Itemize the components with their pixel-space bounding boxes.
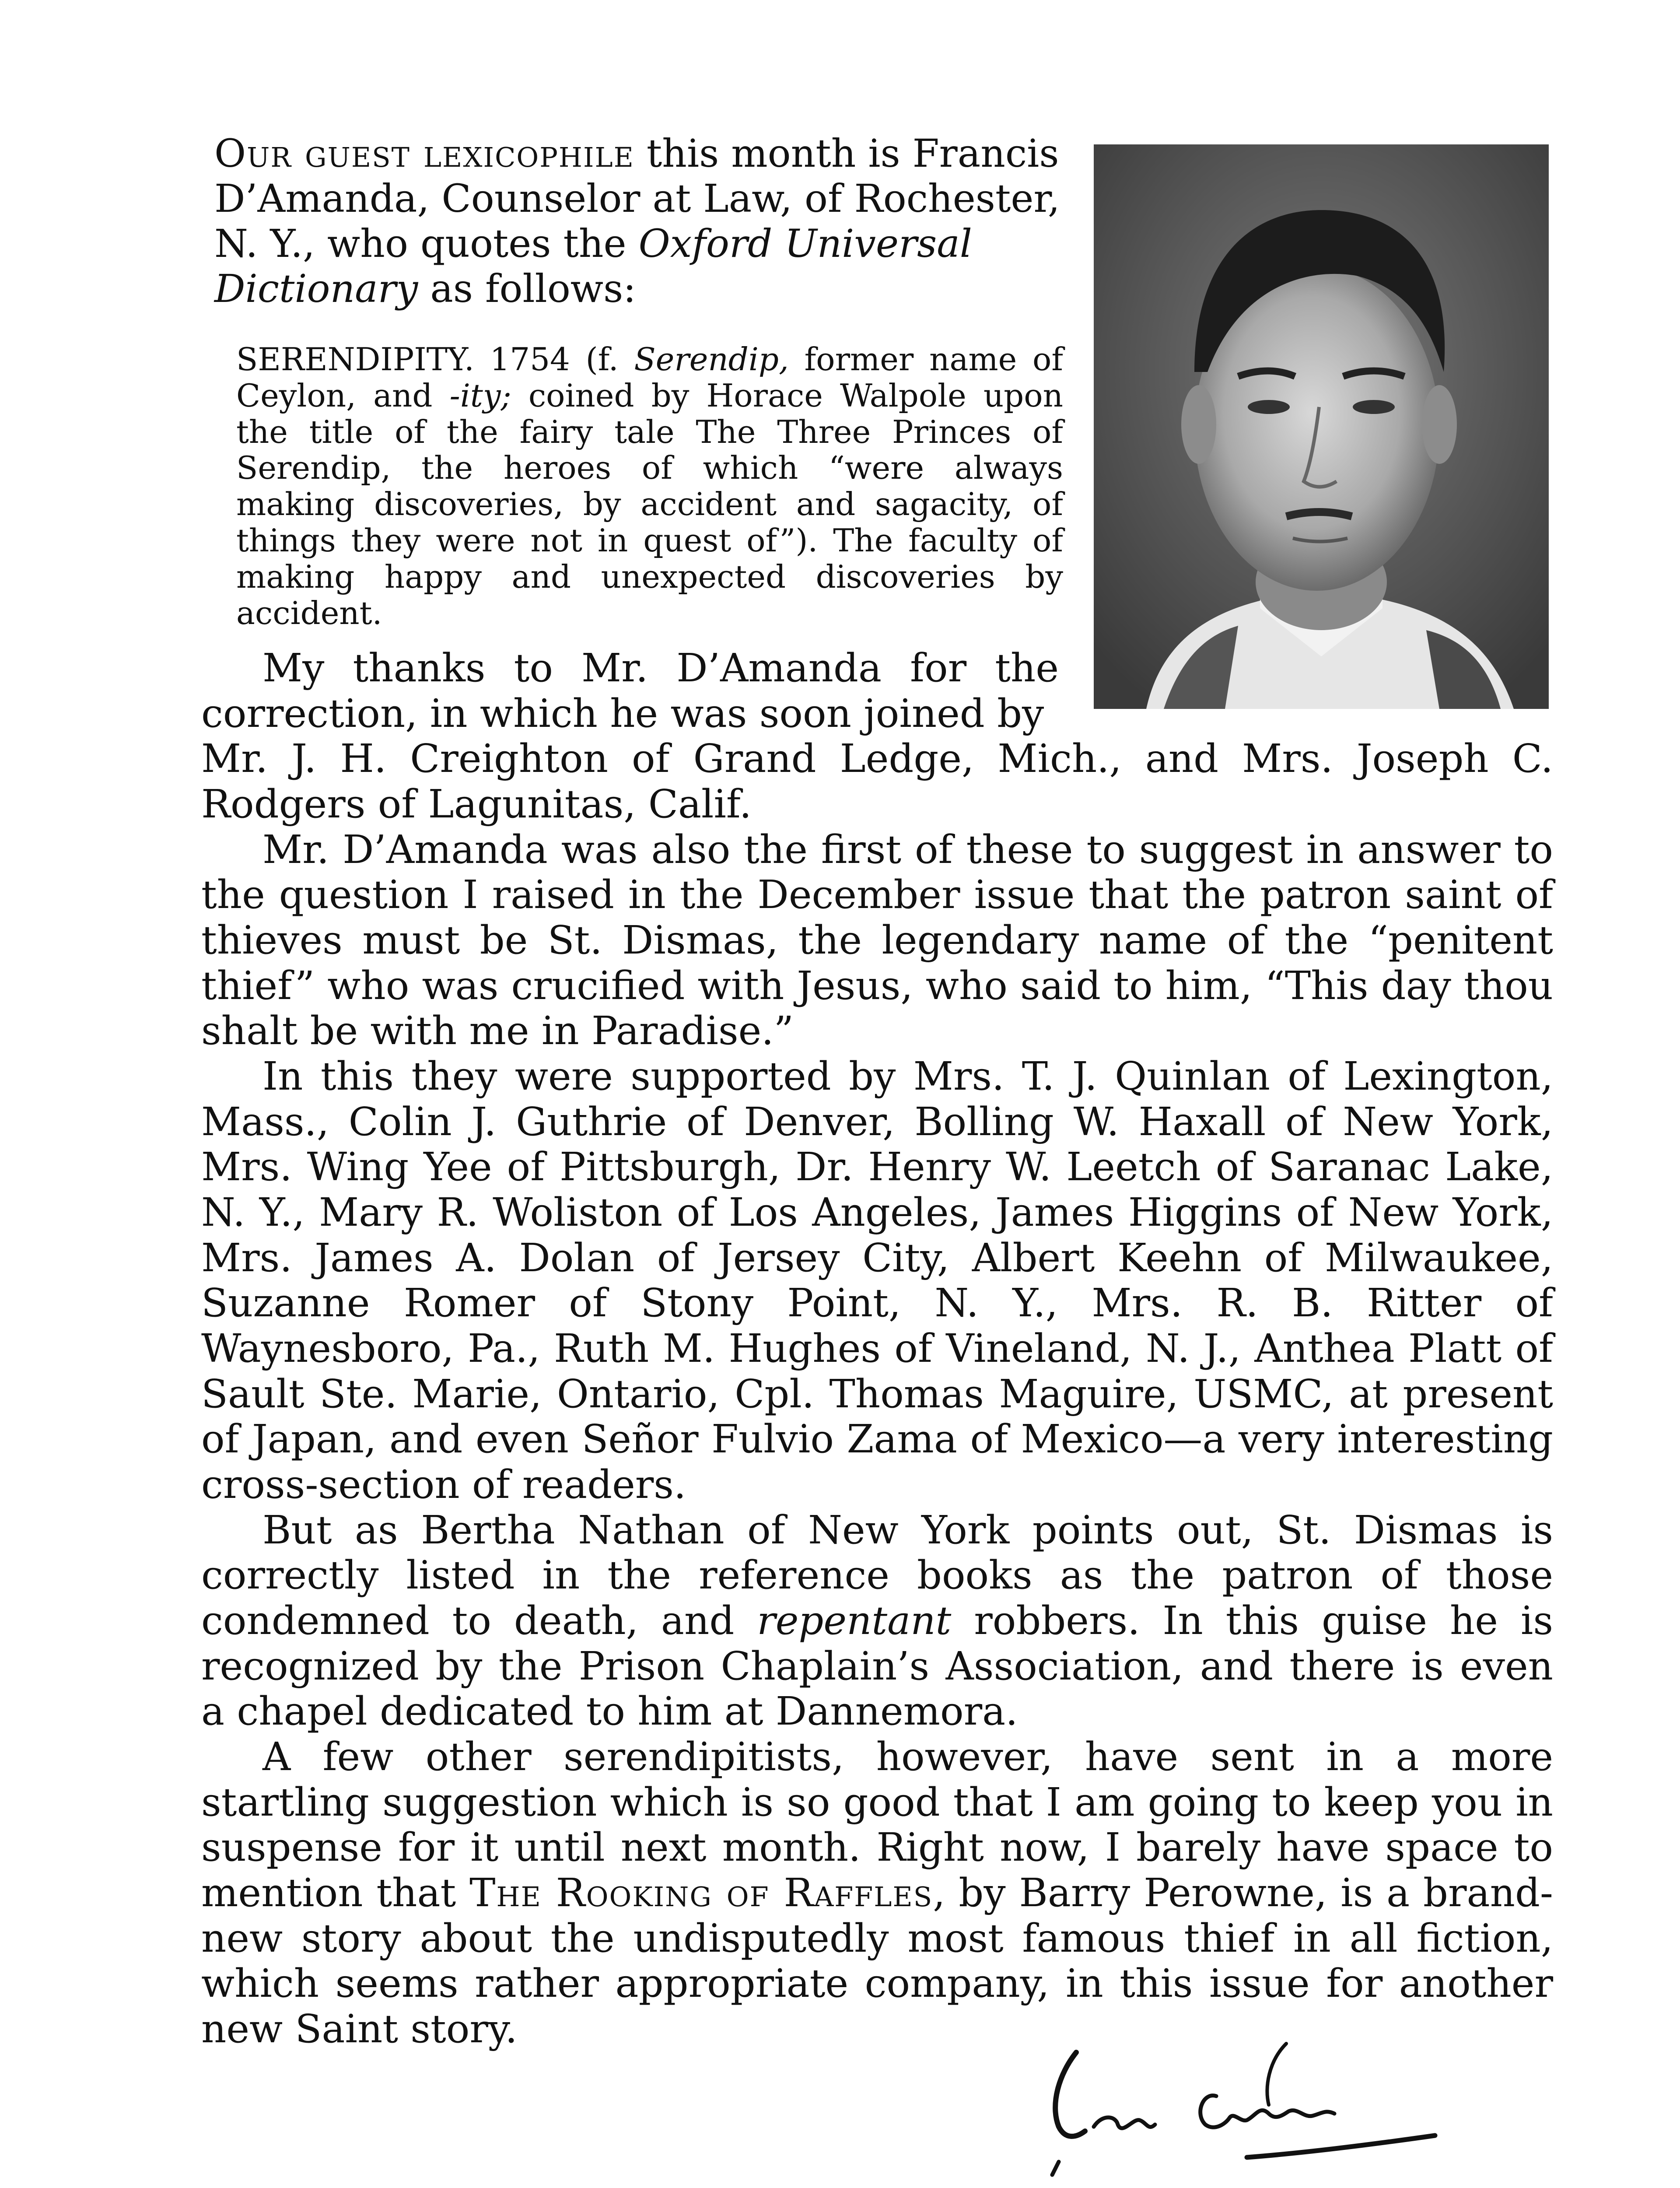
dictionary-title: Oxford Universal Dictionary [214,221,972,311]
article-body [201,645,1553,2052]
definition-headword: SERENDIPITY. [236,341,474,378]
p4-text-after: robbers. In this guise he is recognized by the Prison Chaplain’s Association, and there is even a chapel dedicated to him at Dannemora. [201,1598,1554,1734]
definition-part-1: 1754 (f. [474,341,634,378]
story-title-smallcaps: The Rooking of Raffles [469,1870,933,1916]
portrait-photo [1094,144,1549,709]
paragraph-st-dismas: Mr. D’Amanda was also the first of these to suggest in answer to the question I raised in the December issue that the patron saint of thieves must be St. Dismas, the legendary name of the “penitent thief” who was crucified with Jesus, who said to him, “This day thou shalt be with me in Paradise.” [201,826,1553,1054]
intro-lead-smallcaps: Our guest lexicophile [214,131,634,176]
definition-serendip: Serendip, [634,341,789,378]
paragraph-bertha-nathan [201,1508,1553,1734]
intro-text-after-title: as follows: [418,266,636,311]
definition-part-2: former name of Ceylon, and [236,341,1063,414]
intro-text-before-title: this month is Francis D’Amanda, Counselor at Law, of Rochester, N. Y., who quotes the [214,131,1060,266]
handwritten-signature [1041,2026,1461,2184]
paragraph-thanks-continued: Mr. J. H. Creighton of Grand Ledge, Mich., and Mrs. Joseph C. Rodgers of Lagunitas, Calif. [201,736,1553,827]
definition-part-3: coined by Horace Walpole upon the title of the fairy tale The Three Princes of Serendip, the heroes of which “were always making discoveries, by accident and sagacity, of things they were not in quest of”). The faculty of making happy and unexpected discoveries by accident. [236,377,1063,631]
paragraph-serendipitists [201,1734,1553,2052]
definition-ity: -ity; [449,377,511,414]
paragraph-supporters: In this they were supported by Mrs. T. J. Quinlan of Lexington, Mass., Colin J. Guthrie of Denver, Bolling W. Haxall of New York, Mrs. Wing Yee of Pittsburgh, Dr. Henry W. Leetch of Saranac Lake, N. Y., Mary R. Woliston of Los Angeles, James Higgins of New York, Mrs. James A. Dolan of Jersey City, Albert Keehn of Milwaukee, Suzanne Romer of Stony Point, N. Y., Mrs. R. B. Ritter of Waynesboro, Pa., Ruth M. Hughes of Vineland, N. J., Anthea Platt of Sault Ste. Marie, Ontario, Cpl. Thomas Maguire, USMC, at present of Japan, and even Señor Fulvio Zama of Mexico—a very interesting cross-section of readers. [201,1053,1553,1508]
dictionary-quote [236,341,1063,631]
p4-italic-word: repentant [757,1598,952,1644]
p5-text-after: , by Barry Perowne, is a brand-new story about the undisputedly most famous thief in all fiction, which seems rather appropriate company, in this issue for another new Saint story. [201,1870,1553,2052]
p4-text-before: But as Bertha Nathan of New York points out, St. Dismas is correctly listed in the reference books as the patron of those condemned to death, and [201,1507,1553,1644]
intro-paragraph [214,131,1072,312]
p5-text-before: A few other serendipitists, however, have sent in a more startling suggestion which is so good that I am going to keep you in suspense for it until next month. Right now, I barely have space to mention that [201,1734,1553,1916]
paragraph-thanks: My thanks to Mr. D’Amanda for the correction, in which he was soon joined by [201,645,1059,736]
